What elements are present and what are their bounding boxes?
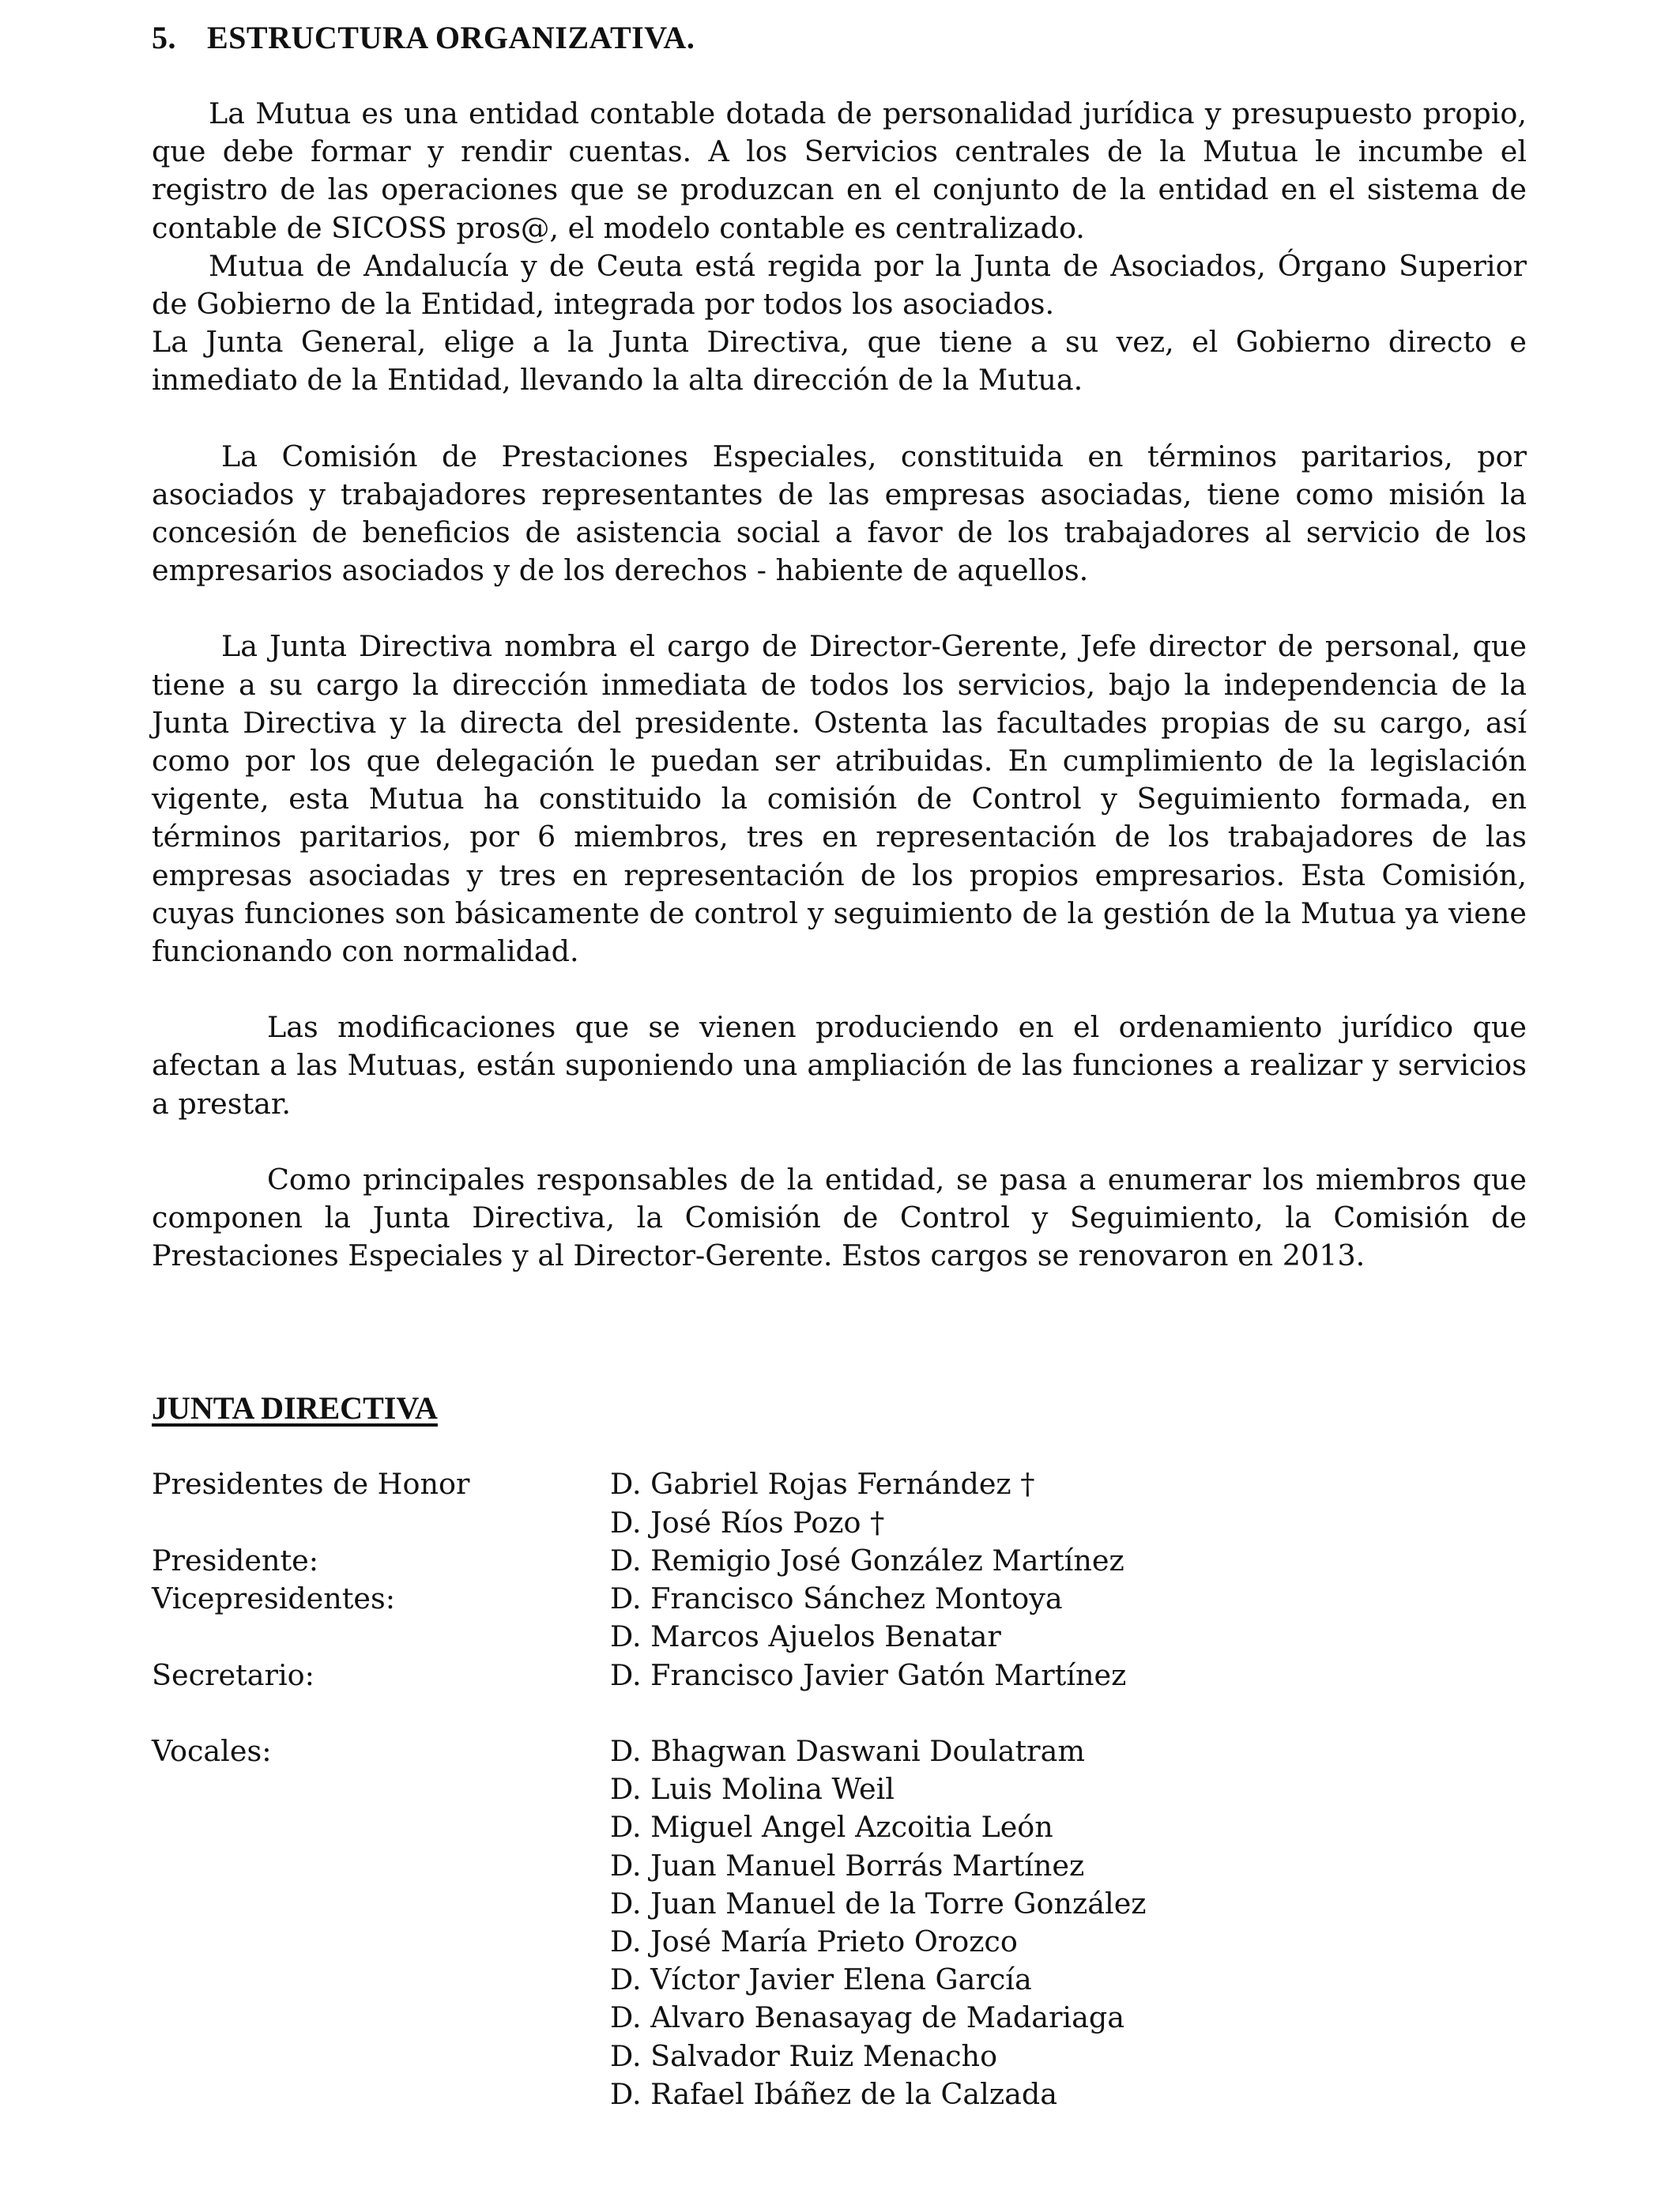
section-number: 5. (152, 20, 176, 55)
role-label: Presidentes de Honor (152, 1467, 470, 1502)
paragraph-entity: La Mutua es una entidad contable dotada de personalidad jurídica y presupuesto propio, que debe formar y rendir cuentas. A los Servicios centrales de la Mutua le incumbe el registro de las operaciones que se produzcan en el conjunto de la entidad en el sistema de contable de SICOSS pros@, el modelo contable es centralizado. (152, 96, 1527, 245)
member-name: D. Remigio José González Martínez (610, 1543, 1124, 1578)
section-title: ESTRUCTURA ORGANIZATIVA. (207, 20, 695, 55)
member-name: D. Miguel Angel Azcoitia León (610, 1810, 1053, 1845)
roster-row (152, 2075, 1527, 2113)
roster-row (152, 1542, 1527, 1580)
paragraph-responsibles: Como principales responsables de la entidad, se pasa a enumerar los miembros que componen la Junta Directiva, la Comisión de Control y Seguimiento, la Comisión de Prestaciones Especiales y al Director-Gerente. Estos cargos se renovaron en 2013. (152, 1162, 1527, 1273)
spacer (152, 400, 1527, 438)
member-name: D. Salvador Ruiz Menacho (610, 2038, 998, 2073)
roster-row (152, 1465, 1527, 1503)
roster-row (152, 1961, 1527, 1999)
member-name: D. Bhagwan Daswani Doulatram (610, 1733, 1085, 1768)
member-name: D. Víctor Javier Elena García (610, 1962, 1032, 1997)
role-label: Vicepresidentes: (152, 1581, 396, 1616)
roster-row (152, 1808, 1527, 1846)
paragraph-modifications: Las modificaciones que se vienen produciendo en el ordenamiento jurídico que afectan a las Mutuas, están suponiendo una ampliación de las funciones a realizar y servicios a prestar. (152, 1010, 1527, 1121)
roster-row (152, 2038, 1527, 2075)
spacer (152, 1123, 1527, 1161)
member-name: D. Francisco Javier Gatón Martínez (610, 1657, 1127, 1692)
roster-row (152, 1999, 1527, 2037)
roster-row (152, 1504, 1527, 1542)
roster-row (152, 1732, 1527, 1770)
roster-row (152, 1770, 1527, 1808)
board-title: JUNTA DIRECTIVA (152, 1390, 438, 1427)
member-name: D. Luis Molina Weil (610, 1772, 895, 1807)
paragraph-director: La Junta Directiva nombra el cargo de Director-Gerente, Jefe director de personal, que tiene a su cargo la dirección inmediata de todos los servicios, bajo la independencia de la Junta Directiva y la directa del presidente. Ostenta las facultades propias de su cargo, así como por los que delegación le puedan ser atribuidas. En cumplimiento de la legislación vigente, esta Mutua ha constituido la comisión de Control y Seguimiento formada, en términos paritarios, por 6 miembros, tres en representación de los trabajadores de las empresas asociadas y tres en representación de los propios empresarios. Esta Comisión, cuyas funciones son básicamente de control y seguimiento de la gestión de la Mutua ya viene funcionando con normalidad. (152, 629, 1527, 969)
paragraph-governance: Mutua de Andalucía y de Ceuta está regida por la Junta de Asociados, Órgano Superior de Gobierno de la Entidad, integrada por todos los asociados. (152, 248, 1527, 322)
member-name: D. Francisco Sánchez Montoya (610, 1581, 1063, 1616)
roster-row (152, 1847, 1527, 1885)
member-name: D. José María Prieto Orozco (610, 1924, 1018, 1958)
role-label: Vocales: (152, 1733, 272, 1768)
paragraph-special-benefits: La Comisión de Prestaciones Especiales, constituida en términos paritarios, por asociados y trabajadores representantes de las empresas asociadas, tiene como misión la concesión de beneficios de asistencia social a favor de los trabajadores al servicio de los empresarios asociados y de los derechos - habiente de aquellos. (152, 439, 1527, 588)
roster-row (152, 1923, 1527, 1961)
spacer (152, 1275, 1527, 1389)
roster-row (152, 1657, 1527, 1695)
roster-row (152, 1580, 1527, 1618)
paragraph-general-board: La Junta General, elige a la Junta Directiva, que tiene a su vez, el Gobierno directo e inmediato de la Entidad, llevando la alta dirección de la Mutua. (152, 325, 1527, 398)
member-name: D. Gabriel Rojas Fernández † (610, 1467, 1035, 1502)
member-name: D. Rafael Ibáñez de la Calzada (610, 2076, 1057, 2111)
document-page (152, 19, 1527, 2113)
section-heading (152, 19, 1527, 57)
member-name: D. Juan Manuel de la Torre González (610, 1886, 1147, 1921)
board-roster (152, 1465, 1527, 2113)
spacer (152, 590, 1527, 628)
roster-row (152, 1885, 1527, 1923)
member-name: D. Juan Manuel Borrás Martínez (610, 1848, 1085, 1883)
roster-row (152, 1618, 1527, 1656)
role-label: Secretario: (152, 1657, 315, 1692)
roster-spacer (152, 1695, 1527, 1732)
member-name: D. José Ríos Pozo † (610, 1505, 885, 1540)
member-name: D. Marcos Ajuelos Benatar (610, 1619, 1001, 1654)
member-name: D. Alvaro Benasayag de Madariaga (610, 2000, 1124, 2035)
role-label: Presidente: (152, 1543, 319, 1578)
spacer (152, 971, 1527, 1008)
